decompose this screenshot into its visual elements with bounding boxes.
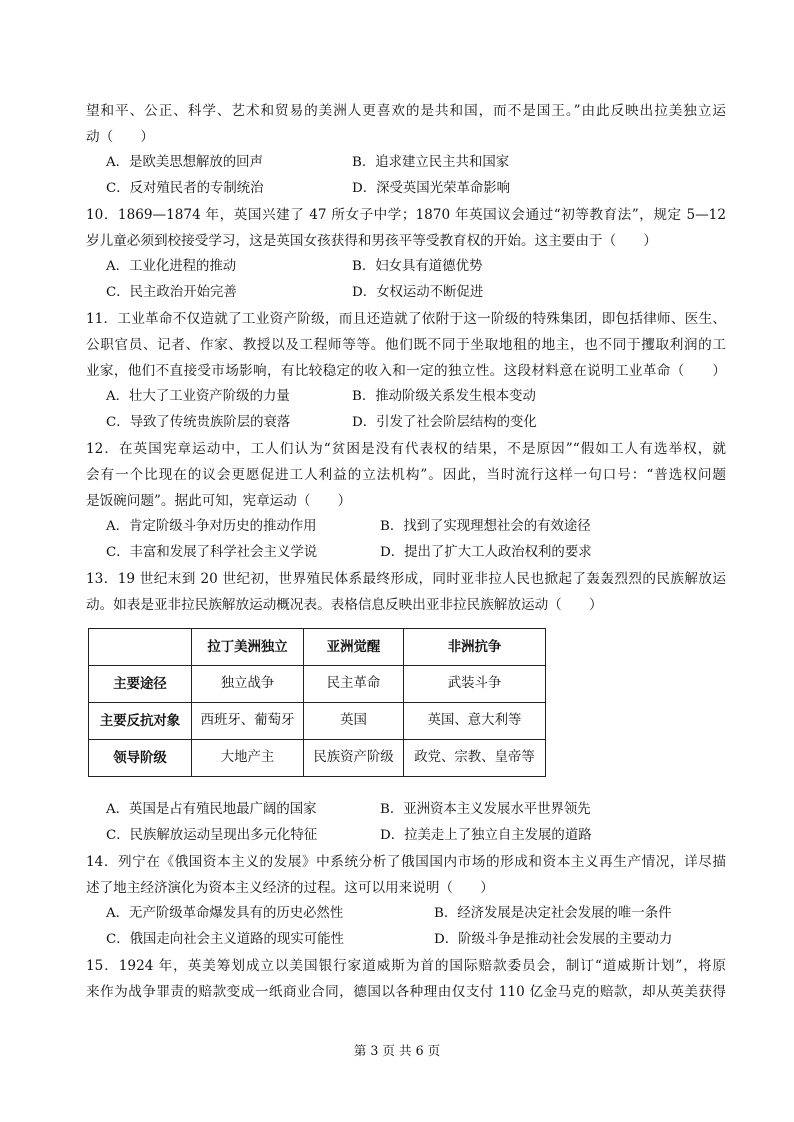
q10-option-c[interactable]: C．民主政治开始完善 bbox=[106, 285, 237, 300]
q15-stem-line-2: 来作为战争罪责的赔款变成一纸商业合同，德国以各种理由仅支付 110 亿金马克的赔款，却从英美获得 bbox=[86, 984, 726, 1000]
q14-stem-line-2: 述了地主经济演化为资本主义经济的过程。这可以用来说明（ ） bbox=[86, 880, 494, 896]
table-header-cell: 亚洲觉醒 bbox=[304, 629, 404, 666]
table-cell: 大地产主 bbox=[192, 740, 304, 777]
q12-stem-line-2: 会有一个比现在的议会更愿促进工人利益的立法机构”。因此，当时流行这样一句口号：“普选权问题 bbox=[86, 467, 726, 483]
q9-option-c[interactable]: C．反对殖民者的专制统治 bbox=[106, 181, 264, 196]
q11-option-d[interactable]: D．引发了社会阶层结构的变化 bbox=[352, 415, 537, 430]
q11-stem-line-3: 业家，他们不直接受市场影响，有比较稳定的收入和一定的独立性。这段材料意在说明工业革命（ ） bbox=[86, 363, 726, 379]
q11-option-c[interactable]: C．导致了传统贵族阶层的衰落 bbox=[106, 415, 291, 430]
q13-stem-line-2: 动。如表是亚非拉民族解放运动概况表。表格信息反映出亚非拉民族解放运动（ ） bbox=[86, 597, 603, 613]
q12-option-a[interactable]: A．肯定阶级斗争对历史的推动作用 bbox=[106, 519, 317, 534]
table-header-cell: 非洲抗争 bbox=[404, 629, 546, 666]
q14-option-d[interactable]: D．阶级斗争是推动社会发展的主要动力 bbox=[434, 932, 673, 947]
q9-option-d[interactable]: D．深受英国光荣革命影响 bbox=[352, 181, 511, 196]
q14-option-c[interactable]: C．俄国走向社会主义道路的现实可能性 bbox=[106, 932, 344, 947]
q12-option-c[interactable]: C．丰富和发展了科学社会主义学说 bbox=[106, 545, 318, 560]
table-row-label: 主要途径 bbox=[89, 666, 192, 703]
q9-stem-line-2: 动（ ） bbox=[86, 129, 154, 145]
table-cell: 政党、宗教、皇帝等 bbox=[404, 740, 546, 777]
q14-stem-line-1: 14．列宁在《俄国资本主义的发展》中系统分析了俄国国内市场的形成和资本主义再生产情况，详尽描 bbox=[86, 854, 726, 870]
q13-option-b[interactable]: B．亚洲资本主义发展水平世界领先 bbox=[380, 802, 591, 817]
q13-stem-line-1: 13．19 世纪末到 20 世纪初，世界殖民体系最终形成，同时亚非拉人民也掀起了轰轰烈烈的民族解放运 bbox=[86, 571, 726, 587]
table-header-cell bbox=[89, 629, 192, 666]
table-cell: 民族资产阶级 bbox=[304, 740, 404, 777]
table-cell: 民主革命 bbox=[304, 666, 404, 703]
table-row bbox=[89, 703, 546, 740]
q12-option-d[interactable]: D．提出了扩大工人政治权利的要求 bbox=[380, 545, 592, 560]
q14-option-a[interactable]: A．无产阶级革命爆发具有的历史必然性 bbox=[106, 906, 344, 921]
table-row bbox=[89, 740, 546, 777]
q14-option-b[interactable]: B．经济发展是决定社会发展的唯一条件 bbox=[434, 906, 672, 921]
page-number-footer: 第 3 页 共 6 页 bbox=[353, 1043, 441, 1058]
table-header-cell: 拉丁美洲独立 bbox=[192, 629, 304, 666]
q10-option-b[interactable]: B．妇女具有道德优势 bbox=[352, 259, 483, 274]
q9-option-a[interactable]: A．是欧美思想解放的回声 bbox=[106, 155, 263, 170]
table-header-row bbox=[89, 629, 546, 666]
q15-stem-line-1: 15．1924 年，英美筹划成立以美国银行家道威斯为首的国际赔款委员会，制订“道威斯计划”，将原 bbox=[86, 958, 726, 974]
liberation-movements-table bbox=[88, 628, 546, 777]
q9-stem-line-1: 望和平、公正、科学、艺术和贸易的美洲人更喜欢的是共和国，而不是国王。”由此反映出拉美独立运 bbox=[86, 103, 726, 119]
table-cell: 西班牙、葡萄牙 bbox=[192, 703, 304, 740]
table-cell: 独立战争 bbox=[192, 666, 304, 703]
table-cell: 英国、意大利等 bbox=[404, 703, 546, 740]
table-row-label: 主要反抗对象 bbox=[89, 703, 192, 740]
table-cell: 英国 bbox=[304, 703, 404, 740]
q10-stem-line-1: 10．1869—1874 年，英国兴建了 47 所女子中学；1870 年英国议会通过“初等教育法”，规定 5—12 bbox=[86, 207, 726, 223]
q11-option-a[interactable]: A．壮大了工业资产阶级的力量 bbox=[106, 389, 290, 404]
table-row-label: 领导阶级 bbox=[89, 740, 192, 777]
table-cell: 武装斗争 bbox=[404, 666, 546, 703]
q10-option-a[interactable]: A．工业化进程的推动 bbox=[106, 259, 237, 274]
q11-stem-line-1: 11．工业革命不仅造就了工业资产阶级，而且还造就了依附于这一阶级的特殊集团，即包括律师、医生、 bbox=[86, 311, 726, 327]
q11-stem-line-2: 公职官员、记者、作家、教授以及工程师等等。他们既不同于坐取地租的地主，也不同于攫取利润的工 bbox=[86, 337, 726, 353]
q11-option-b[interactable]: B．推动阶级关系发生根本变动 bbox=[352, 389, 536, 404]
q13-option-a[interactable]: A．英国是占有殖民地最广阔的国家 bbox=[106, 802, 317, 817]
q12-option-b[interactable]: B．找到了实现理想社会的有效途径 bbox=[380, 519, 591, 534]
q10-option-d[interactable]: D．女权运动不断促进 bbox=[352, 285, 484, 300]
table-row bbox=[89, 666, 546, 703]
q12-stem-line-3: 是饭碗问题”。据此可知，宪章运动（ ） bbox=[86, 493, 352, 509]
q12-stem-line-1: 12．在英国宪章运动中，工人们认为“贫困是没有代表权的结果，不是原因”“假如工人有选举权，就 bbox=[86, 441, 726, 457]
q10-stem-line-2: 岁儿童必须到校接受学习，这是英国女孩获得和男孩平等受教育权的开始。这主要由于（ ） bbox=[86, 233, 657, 249]
q13-option-d[interactable]: D．拉美走上了独立自主发展的道路 bbox=[380, 828, 592, 843]
q9-option-b[interactable]: B．追求建立民主共和国家 bbox=[352, 155, 510, 170]
q13-option-c[interactable]: C．民族解放运动呈现出多元化特征 bbox=[106, 828, 318, 843]
